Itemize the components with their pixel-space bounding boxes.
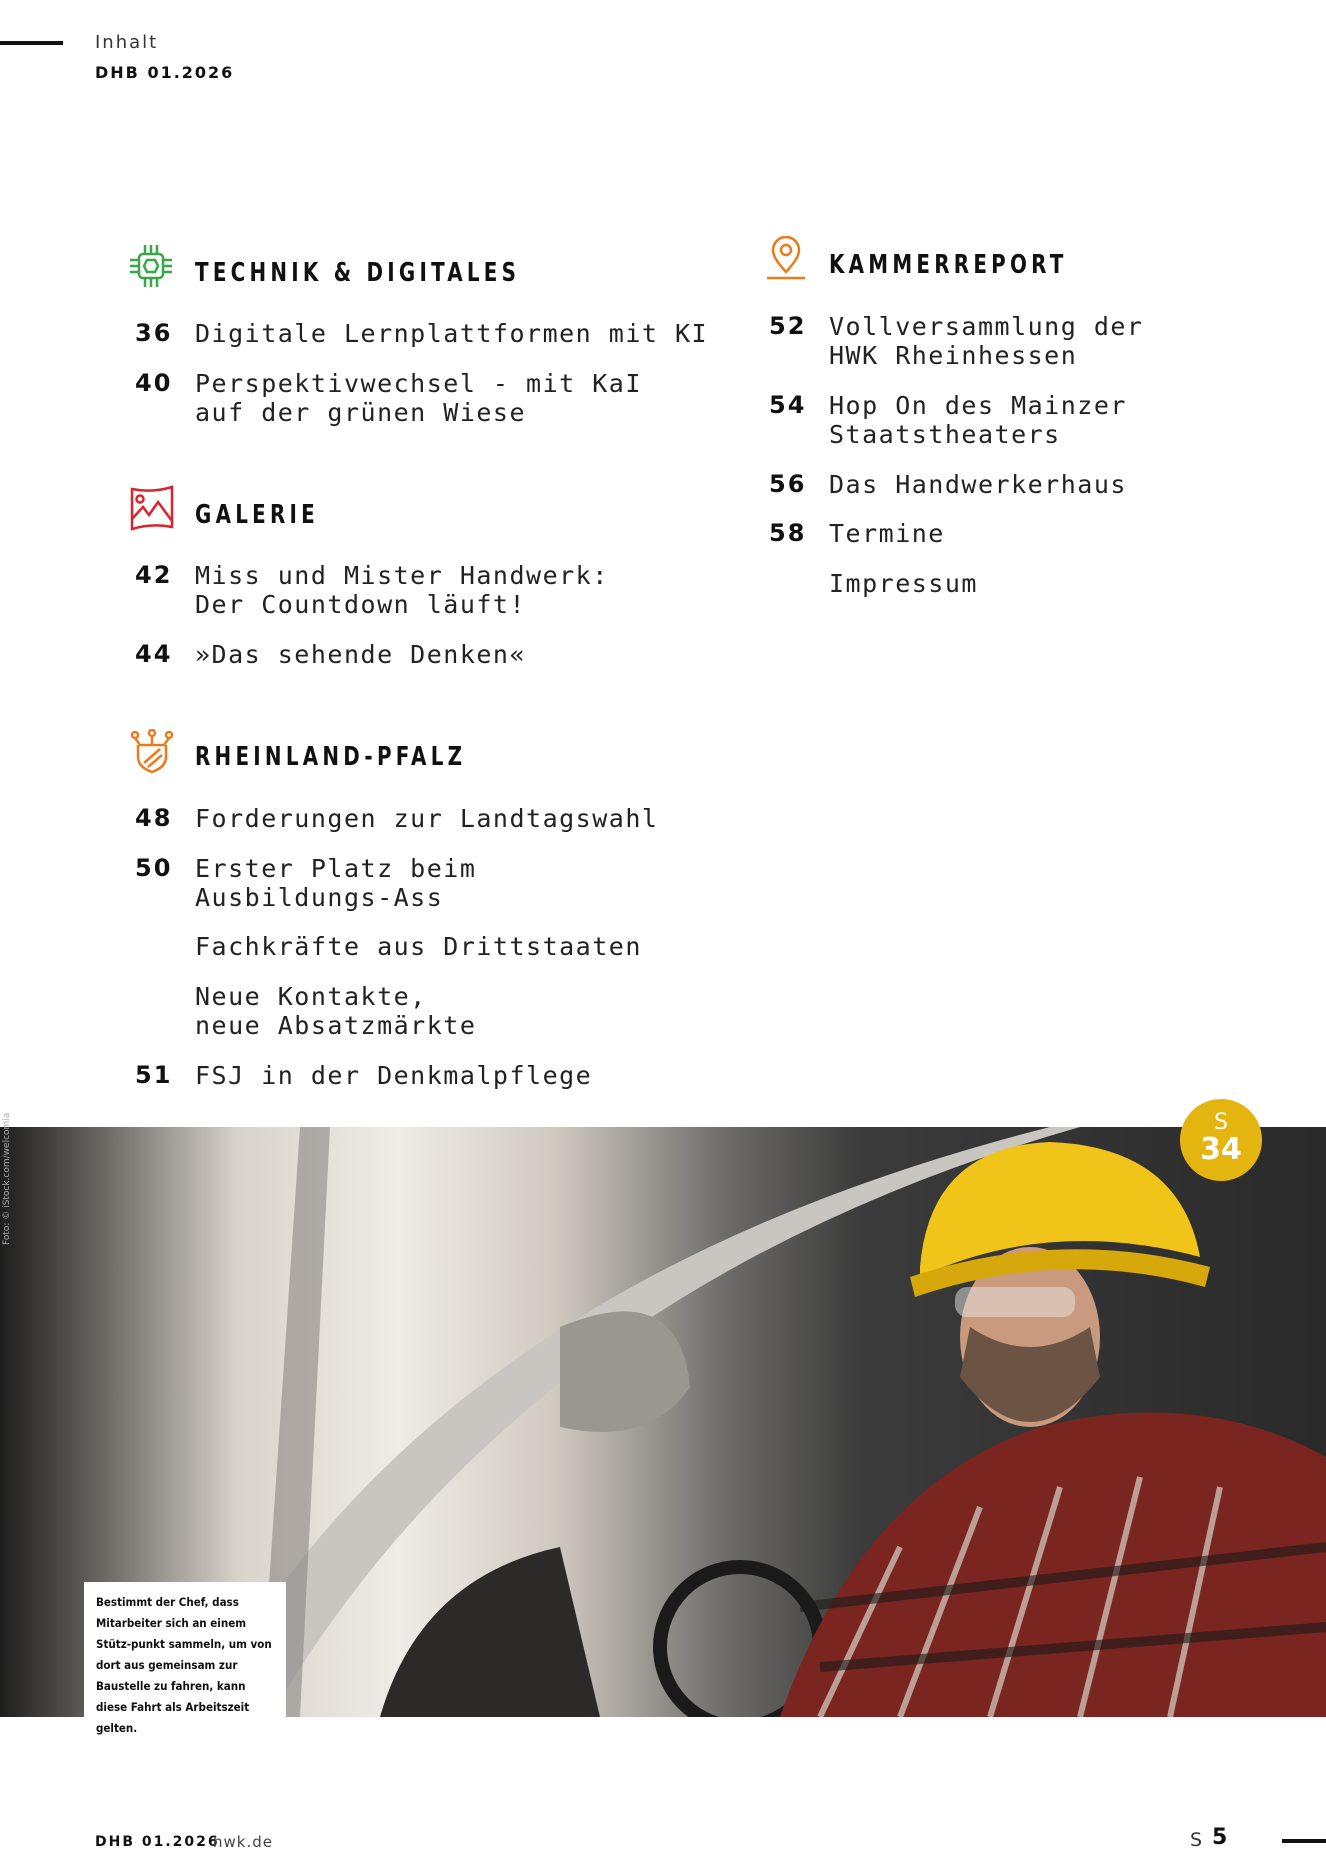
toc-item[interactable]: [135, 854, 476, 912]
page-number: 42: [135, 561, 173, 589]
page-number: 52: [769, 312, 807, 340]
toc-item[interactable]: [769, 391, 1127, 449]
badge-page: 34: [1200, 1132, 1242, 1167]
toc-item[interactable]: [769, 470, 1127, 499]
page-number: 40: [135, 369, 173, 397]
page-number: [135, 932, 195, 961]
toc-title: Erster Platz beim Ausbildungs-Ass: [195, 854, 477, 912]
footer-page-number: 5: [1212, 1825, 1228, 1850]
page-reference-badge[interactable]: [1180, 1099, 1262, 1181]
crest-icon: [129, 729, 175, 775]
toc-title: Vollversammlung der HWK Rheinhessen: [829, 312, 1144, 370]
toc-title: Termine: [829, 519, 945, 548]
toc-item[interactable]: [135, 982, 476, 1040]
toc-item[interactable]: [135, 561, 609, 619]
toc-title: Hop On des Mainzer Staatstheaters: [829, 391, 1127, 449]
toc-title: Miss und Mister Handwerk: Der Countdown läuft!: [195, 561, 609, 619]
toc-item[interactable]: [769, 569, 978, 598]
toc-item[interactable]: [135, 319, 708, 348]
badge-prefix: S: [1214, 1110, 1228, 1135]
chip-icon: [128, 243, 174, 289]
toc-item[interactable]: [135, 369, 642, 427]
page-number: [769, 569, 829, 598]
header-rule: [0, 41, 63, 45]
footer-site[interactable]: hwk.de: [213, 1833, 273, 1851]
photo-caption: Bestimmt der Chef, dass Mitarbeiter sich an einem Stütz-punkt sammeln, um von dort aus gemeinsam zur Baustelle zu fahren, kann diese Fahrt als Arbeitszeit gelten.: [84, 1582, 286, 1722]
page-number: 54: [769, 391, 807, 419]
toc-title: Impressum: [829, 569, 978, 598]
toc-item[interactable]: [135, 804, 658, 833]
toc-item[interactable]: [135, 640, 526, 669]
page-number: 56: [769, 470, 807, 498]
toc-item[interactable]: [769, 519, 945, 548]
page-number: 44: [135, 640, 173, 668]
footer-page-prefix: S: [1190, 1829, 1203, 1851]
toc-item[interactable]: [769, 312, 1143, 370]
section-title-kammerreport: KAMMERREPORT: [829, 250, 1068, 280]
toc-item[interactable]: [135, 1061, 592, 1090]
toc-title: »Das sehende Denken«: [195, 640, 527, 669]
issue-label: DHB 01.2026: [95, 63, 235, 82]
toc-title: Perspektivwechsel - mit KaI auf der grünen Wiese: [195, 369, 642, 427]
toc-title: Forderungen zur Landtagswahl: [195, 804, 659, 833]
location-pin-icon: [763, 236, 809, 282]
page-number: [135, 982, 195, 1040]
section-title-galerie: GALERIE: [195, 500, 320, 530]
page-number: 50: [135, 854, 173, 882]
page-number: 51: [135, 1061, 173, 1089]
toc-title: Neue Kontakte, neue Absatzmärkte: [195, 982, 477, 1040]
page-number: 48: [135, 804, 173, 832]
toc-item[interactable]: [135, 932, 642, 961]
toc-title: FSJ in der Denkmalpflege: [195, 1061, 593, 1090]
photo-credit: Foto: © iStock.com/welcomia: [2, 1112, 12, 1245]
footer-issue: DHB 01.2026: [95, 1834, 220, 1850]
footer-rule: [1282, 1839, 1326, 1843]
page-number: 36: [135, 319, 173, 347]
section-title-rheinland-pfalz: RHEINLAND-PFALZ: [195, 742, 467, 772]
page-number: 58: [769, 519, 807, 547]
toc-title: Digitale Lernplattformen mit KI: [195, 319, 709, 348]
toc-title: Das Handwerkerhaus: [829, 470, 1127, 499]
section-title-technik: TECHNIK & DIGITALES: [195, 258, 521, 288]
image-icon: [129, 485, 175, 531]
section-kicker: Inhalt: [95, 32, 159, 53]
toc-title: Fachkräfte aus Drittstaaten: [195, 932, 642, 961]
